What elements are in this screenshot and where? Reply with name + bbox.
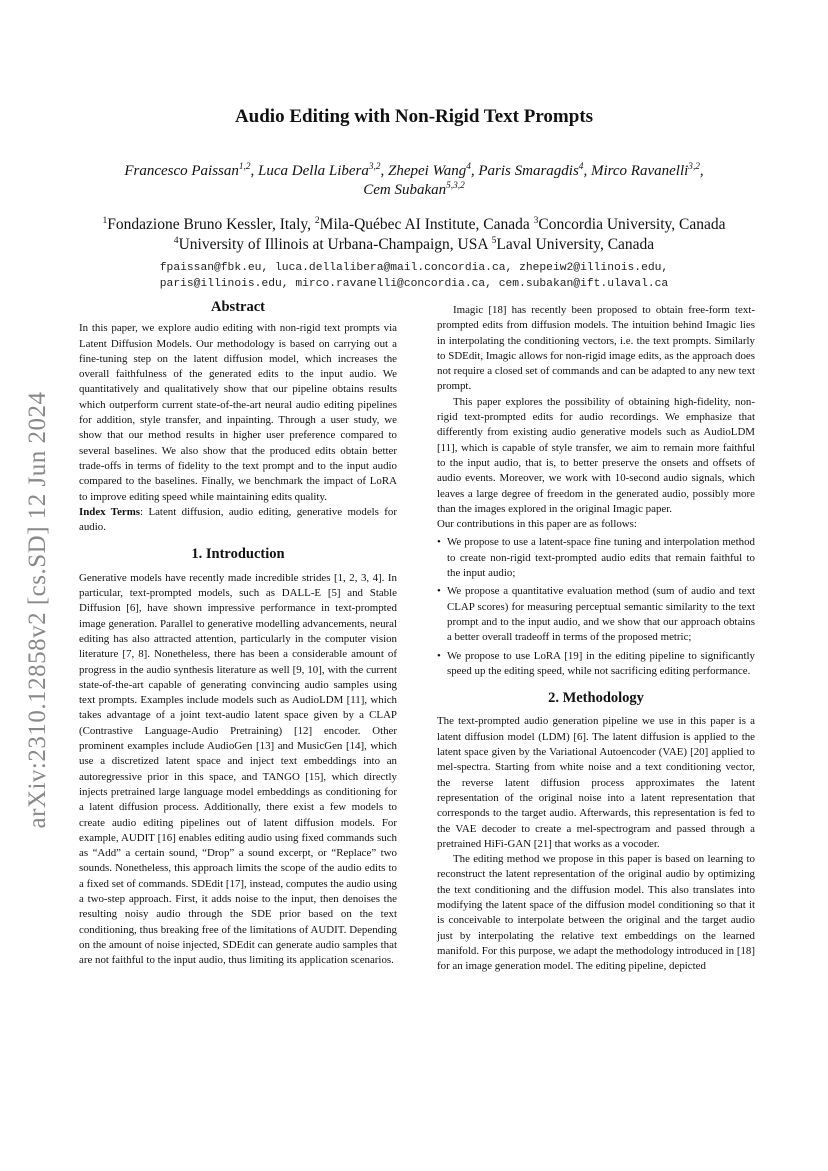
author-separator: , [699, 163, 704, 179]
author-name: Francesco Paissan [124, 163, 239, 179]
affiliation: University of Illinois at Urbana-Champaign, USA [178, 236, 492, 253]
author-name: , Mirco Ravanelli [583, 163, 689, 179]
contribution-item [437, 584, 755, 645]
email-list [80, 260, 748, 292]
author-affil-mark: 4 [466, 162, 471, 172]
methodology-paragraph: The editing method we propose in this paper is based on learning to reconstruct the latent representation of the original audio by optimizing the text conditioning and the diffusion model. This also translates into modifying the latent space of the diffusion model conditioning so that it is conceivable to interpolate between the original and the target audio just by interpolating the relative text embeddings on the learned manifold. For this purpose, we adapt the methodology introduced in [18] for an image generation model. The editing pipeline, depicted [437, 853, 755, 973]
affiliation: Mila-Québec AI Institute, Canada [319, 216, 534, 233]
email-line: paris@illinois.edu, mirco.ravanelli@concordia.ca, cem.subakan@ift.ulaval.ca [159, 278, 669, 290]
paragraph-imagic: Imagic [18] has recently been proposed to obtain free-form text-prompted edits from diffusion models. The intuition behind Imagic lies in interpolating the conditioning vectors, i.e. the text prompts. Similarly to SDEdit, Imagic allows for non-rigid image edits, as the approach does not require a closed set of commands and can be adapted to any new text prompt. [437, 304, 755, 393]
contribution-text: We propose to use LoRA [19] in the editing pipeline to significantly speed up the editing speed, while not sacrificing editing performance. [447, 649, 755, 677]
affil-mark: 2 [314, 214, 320, 226]
affiliation: Concordia University, Canada [538, 216, 726, 233]
abstract-heading: Abstract [211, 299, 265, 315]
bullet-icon: • [437, 585, 441, 598]
right-column [437, 303, 755, 974]
methodology-paragraph: The text-prompted audio generation pipeline we use in this paper is a latent diffusion model (LDM) [6]. The latent diffusion is applied to the latent space given by the Variational Autoencoder (VAE) [20] applied to mel-spectra. Starting from white noise and a text conditioning vector, the reverse latent diffusion process approximates the latent representation of the original noise into a latent representation that corresponds to the target audio. Afterwards, this representation is fed to the VAE decoder to create a mel-spectrogram and passed through a pretrained HiFi-GAN [21] that works as a vocoder. [437, 715, 755, 850]
section-heading-introduction: 1. Introduction [191, 546, 285, 563]
author-name: Cem Subakan [363, 182, 447, 198]
author-affil-mark: 5,3,2 [446, 181, 465, 191]
contributions-intro: Our contributions in this paper are as follows: [437, 518, 637, 531]
left-column [79, 300, 397, 968]
author-affil-mark: 3,2 [368, 162, 381, 172]
author-name: , Zhepei Wang [380, 163, 467, 179]
author-affil-mark: 3,2 [688, 162, 700, 172]
author-name: , Luca Della Libera [250, 163, 369, 179]
index-terms-label: Index Terms [79, 505, 141, 518]
contributions-list [437, 535, 755, 679]
email-line: fpaissan@fbk.eu, luca.dellalibera@mail.concordia.ca, zhepeiw2@illinois.edu, [159, 262, 669, 274]
affil-mark: 4 [173, 234, 179, 246]
affil-mark: 3 [533, 214, 539, 226]
author-affil-mark: 1,2 [238, 162, 251, 172]
contribution-text: We propose a quantitative evaluation method (sum of audio and text CLAP scores) for measuring perceptual semantic similarity to the text prompt and to the input audio, and we show that our approach obtains a better overall tradeoff in terms of the proposed metric; [447, 585, 755, 644]
contribution-text: We propose to use a latent-space fine tuning and interpolation method to create non-rigid text-prompted audio edits that remain faithful to the input audio; [447, 536, 755, 580]
affil-mark: 1 [102, 214, 108, 226]
author-list [80, 162, 748, 200]
contribution-item [437, 649, 755, 680]
affil-mark: 5 [491, 234, 497, 246]
author-name: , Paris Smaragdis [470, 163, 579, 179]
arxiv-identifier: arXiv:2310.12858v2 [cs.SD] 12 Jun 2024 [24, 391, 51, 829]
paragraph-paper-scope: This paper explores the possibility of obtaining high-fidelity, non-rigid text-prompted edits for audio recordings. We emphasize that differently from existing audio generative models such as AudioLDM [11], which is capable of style transfer, we aim to remain more faithful to the input audio, that is, to better preserve the onsets and offsets of audio events. Moreover, we work with 10-second audio signals, which leaves a large degree of freedom in the generated audio, possibly more than the images explored in the original Imagic paper. [437, 395, 755, 515]
index-terms [79, 505, 397, 536]
index-terms-text: : Latent diffusion, audio editing, generative models for audio. [79, 505, 397, 534]
introduction-paragraph: Generative models have recently made incredible strides [1, 2, 3, 4]. In particular, text-prompted models, such as DALL-E [5] and Stable Diffusion [6], have shown impressive performance in text-prompted image generation. Parallel to generative modelling advancements, neural editing has also attracted attention, particularly in the computer vision literature [7, 8]. Nonetheless, there has been a considerable amount of progress in the audio synthesis literature as well [9, 10], with the current state-of-the-art capable of generating convincing audio samples using text prompts. Examples include models such as AudioLDM [11], which takes advantage of a joint text-audio latent space given by a CLAP (Contrastive Language-Audio Pretraining) [12] encoder. Other prominent examples include AudioGen [13] and MusicGen [14], which use a discretized latent space and inject text embeddings into an autoregressive prior in this space, and TANGO [15], which directly injects pretrained large language model embeddings as conditioning for a latent diffusion process. Additionally, there exist a few models to create audio editing pipelines out of latent diffusion models. For example, AUDIT [16] enables editing audio using fixed commands such as “Add” a certain sound, “Drop” a sound excerpt, or “Replace” two sounds. Nonetheless, this approach limits the scope of the audio edits to a fixed set of commands. SDEdit [17], instead, computes the audio using a two-step approach. First, it adds noise to the input, then denoises the resulting noisy audio through the SDE prior based on the text conditioning, thus breaking free of the limitations of AUDIT. Depending on the amount of noise injected, SDEdit can generate audio samples that are not faithful to the input audio, thus limiting its application scenarios. [79, 571, 397, 967]
affiliation: Laval University, Canada [496, 236, 655, 253]
bullet-icon: • [437, 536, 441, 549]
author-affil-mark: 4 [578, 162, 584, 172]
bullet-icon: • [437, 649, 441, 662]
paper-title: Audio Editing with Non-Rigid Text Prompts [234, 106, 594, 127]
affiliation: Fondazione Bruno Kessler, Italy, [107, 216, 315, 233]
contribution-item [437, 535, 755, 581]
arxiv-sidebar [18, 370, 58, 850]
affiliation-list [70, 215, 758, 255]
abstract-text: In this paper, we explore audio editing with non-rigid text prompts via Latent Diffusion Models. Our methodology is based on carrying out a fine-tuning step on the latent diffusion model, which increases the overall faithfulness of the generated edits to the input audio. We quantitatively and qualitatively show that our pipeline obtains results which outperform current state-of-the-art neural audio editing pipelines for addition, style transfer, and inpainting. Through a user study, we show that our method results in higher user preference compared to several baselines. We also show that the produced edits obtain better trade-offs in terms of fidelity to the text prompt and to the input audio compared to the baselines. Finally, we benchmark the impact of LoRA to improve editing speed while maintaining edits quality. [79, 322, 397, 503]
section-heading-methodology: 2. Methodology [548, 690, 644, 707]
